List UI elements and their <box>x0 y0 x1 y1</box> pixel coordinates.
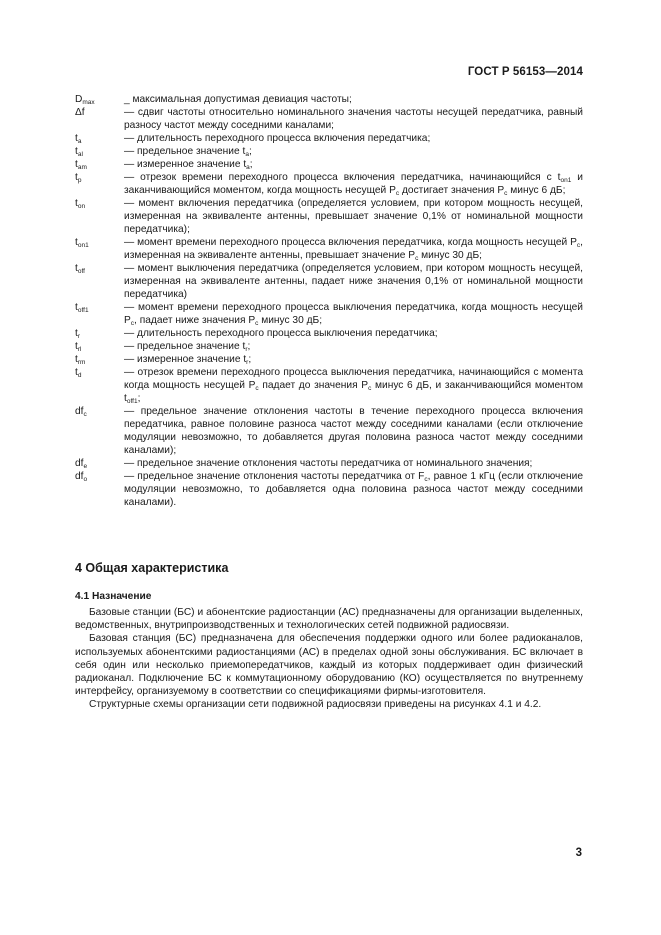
definition-description: — предельное значение отклонения частоты передатчика от номинального значения; <box>124 458 533 469</box>
definition-row <box>75 197 583 236</box>
definition-symbol: $t_{rl}$ <box>75 341 82 353</box>
paragraph: Структурные схемы организации сети подвижной радиосвязи приведены на рисунках 4.1 и 4.2. <box>89 699 542 711</box>
definition-symbol: $D_{max}$ <box>75 94 95 106</box>
definition-row <box>75 171 583 197</box>
definition-symbol: $t_{al}$ <box>75 146 83 158</box>
symbols-list <box>75 93 583 509</box>
subsection-title: 4.1 Назначение <box>75 591 152 602</box>
definition-description: — длительность переходного процесса выключения передатчика; <box>124 328 438 339</box>
definition-description: — измеренное значение $t_r$; <box>124 354 252 366</box>
definition-description: — сдвиг частоты относительно номинального значения частоты несущей передатчика, равный разносу частот между соседними каналами; <box>124 107 583 131</box>
definition-symbol: $df_o$ <box>75 471 88 483</box>
definition-symbol: $df_c$ <box>75 406 87 418</box>
definition-symbol: $t_{off1}$ <box>75 302 89 314</box>
definition-description: — момент времени переходного процесса включения передатчика, когда мощность несущей $P_c$, измеренная на эквиваленте антенны, превышает значение $P_c$ минус 30 дБ; <box>124 237 583 262</box>
definition-description: — момент включения передатчика (определяется условием, при котором мощность несущей, измеренная на эквиваленте антенны, превышает значение 0,1% от номинальной мощности передатчика); <box>124 198 583 235</box>
definition-row <box>75 106 583 132</box>
definition-row <box>75 405 583 457</box>
definition-symbol: $t_{on}$ <box>75 198 86 210</box>
definition-description: — отрезок времени переходного процесса включения передатчика, начинающийся с $t_{on1}$ и заканчивающийся моментом, когда мощность несущей $P_c$ достигает значения $P_c$ минус 6 дБ; <box>124 172 583 197</box>
document-header: ГОСТ Р 56153—2014 <box>467 66 583 78</box>
section-body <box>75 606 583 712</box>
definition-description: — отрезок времени переходного процесса выключения передатчика, начинающийся с момента когда мощность несущей $P_c$ падает до значения $P_c$ минус 6 дБ, и заканчивающийся моментом $t_{off1}$; <box>124 367 584 405</box>
definition-symbol: $t_r$ <box>75 328 81 340</box>
definition-description: — предельное значение $t_a$; <box>124 146 252 158</box>
definition-description: — момент выключения передатчика (определяется условием, при котором мощность несущей, измеренная на эквиваленте антенны, падает ниже значения 0,1% от номинальной мощности передатчика) <box>124 263 583 300</box>
definition-symbol: $t_p$ <box>75 172 82 184</box>
definition-description: _ максимальная допустимая девиация частоты; <box>124 94 352 105</box>
definition-symbol: $t_{off}$ <box>75 263 85 275</box>
definition-symbol: $t_d$ <box>75 367 82 379</box>
definition-symbol: Δf <box>75 107 85 118</box>
definition-symbol: $t_{rm}$ <box>75 354 86 366</box>
paragraph: Базовая станция (БС) предназначена для обеспечения поддержки одного или более радиоканалов, используемых абонентскими радиостанциями (АС) в пределах одной зоны обслуживания. БС включает в себя один или несколько приемопередатчиков, каждый из которых поддерживает один физический радиоканал. Подключение БС к коммутационному оборудованию (КО) осуществляется по внутреннему интерфейсу, организуемому в соответствии со спецификациями фирмы-изготовителя. <box>75 633 583 698</box>
definition-row <box>75 340 583 353</box>
definition-description: — длительность переходного процесса включения передатчика; <box>124 133 431 144</box>
definition-row <box>75 145 583 158</box>
definition-row <box>75 353 583 366</box>
definition-description: — предельное значение отклонения частоты в течение переходного процесса включения передатчика, равное половине разноса частот между соседними каналами (если отключение модуляции невозможно, то добавляется другая половина разноса частот между соседними каналами); <box>124 406 583 456</box>
definition-symbol: $t_{am}$ <box>75 159 87 171</box>
definition-description: — измеренное значение $t_a$; <box>124 159 253 171</box>
definition-row <box>75 236 583 262</box>
paragraph: Базовые станции (БС) и абонентские радиостанции (АС) предназначены для организации выделенных, ведомственных, внутрипроизводственных и технологических сетей подвижной радиосвязи. <box>75 607 583 632</box>
definition-row <box>75 366 583 405</box>
definition-row <box>75 262 583 301</box>
definition-row <box>75 93 583 106</box>
definition-symbol: $t_{on1}$ <box>75 237 89 249</box>
definition-row <box>75 132 583 145</box>
section-title: 4 Общая характеристика <box>75 561 229 575</box>
definition-row <box>75 301 583 327</box>
definition-row <box>75 470 583 509</box>
definition-symbol: $t_a$ <box>75 133 82 145</box>
definition-row <box>75 457 583 470</box>
definition-row <box>75 158 583 171</box>
definition-symbol: $df_e$ <box>75 458 88 470</box>
definition-row <box>75 327 583 340</box>
definition-description: — момент времени переходного процесса выключения передатчика, когда мощность несущей $P_c$, падает ниже значения $P_c$ минус 30 дБ; <box>124 302 583 327</box>
definition-description: — предельное значение отклонения частоты передатчика от $F_c$, равное 1 кГц (если отключение модуляции невозможно, то добавляется одна половина разноса частот между соседними каналами). <box>124 471 583 508</box>
page-number: 3 <box>575 847 582 859</box>
definition-description: — предельное значение $t_r$; <box>124 341 251 353</box>
